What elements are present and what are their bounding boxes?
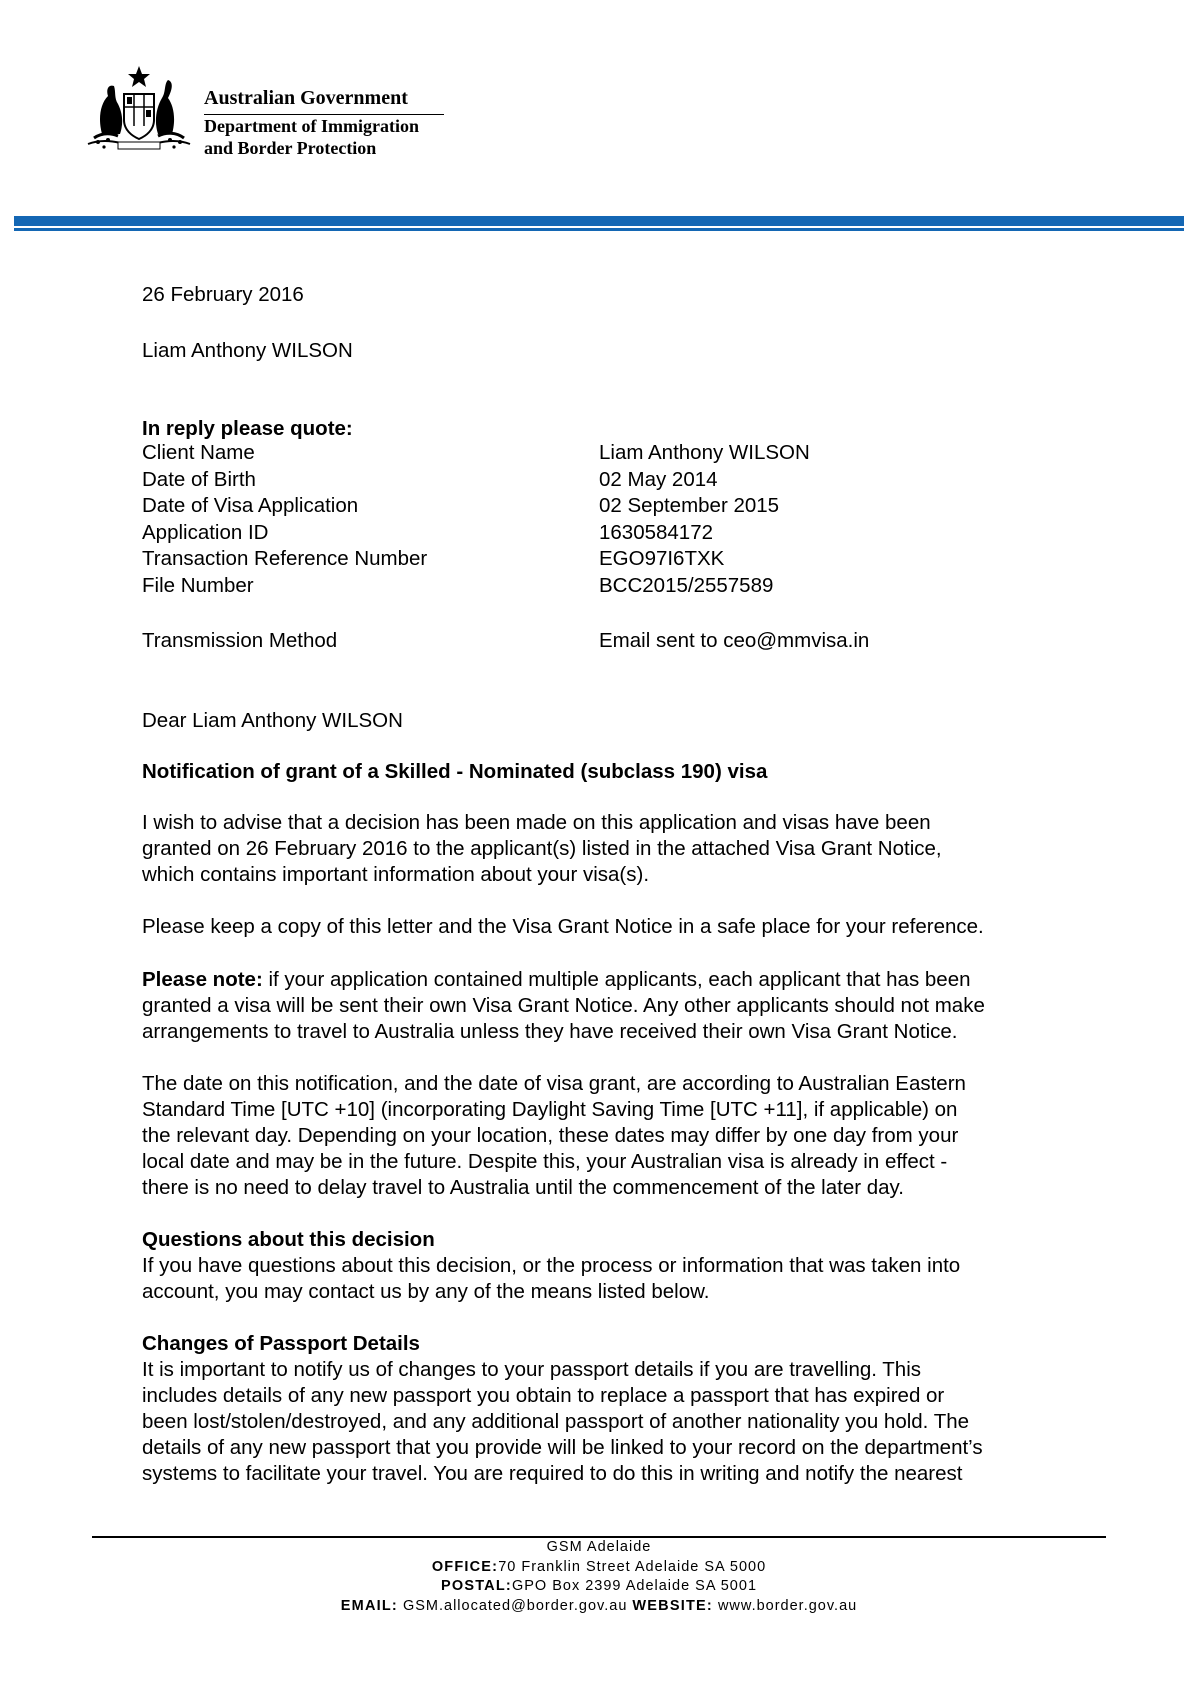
- transmission-label: Transmission Method: [142, 629, 338, 652]
- section-heading: Changes of Passport Details: [142, 1332, 420, 1355]
- header-rule-thin: [14, 228, 1184, 231]
- paragraph-decision: [142, 810, 1062, 888]
- paragraph-line: granted a visa will be sent their own Visa Grant Notice. Any other applicants should not make: [142, 994, 985, 1017]
- reference-label: Date of Birth: [142, 467, 256, 491]
- footer-postal-value: GPO Box 2399 Adelaide SA 5001: [511, 1578, 758, 1594]
- section-heading: Questions about this decision: [142, 1228, 435, 1251]
- letter-date: 26 February 2016: [142, 283, 304, 306]
- reference-row: [142, 573, 1002, 600]
- paragraph-line: the relevant day. Depending on your location, these dates may differ by one day from your: [142, 1124, 959, 1147]
- reference-details: [142, 440, 1002, 599]
- government-logo-text: [204, 86, 444, 159]
- paragraph-line: been lost/stolen/destroyed, and any additional passport of another nationality you hold. The: [142, 1410, 970, 1433]
- reference-label: File Number: [142, 573, 254, 597]
- quote-heading: In reply please quote:: [142, 417, 353, 440]
- reference-value: 02 May 2014: [599, 467, 718, 491]
- reference-row: [142, 546, 1002, 573]
- department-name-line-1: Department of Immigration: [204, 116, 419, 136]
- paragraph-line: includes details of any new passport you obtain to replace a passport that has expired or: [142, 1384, 945, 1407]
- footer-email-label: EMAIL:: [340, 1597, 398, 1614]
- reference-value: 02 September 2015: [599, 494, 780, 517]
- coat-of-arms-icon: [84, 64, 194, 154]
- reference-row: [142, 520, 1002, 547]
- paragraph-line: arrangements to travel to Australia unless they have received their own Visa Grant Notice.: [142, 1020, 958, 1043]
- footer-postal-label: POSTAL:: [440, 1578, 512, 1594]
- footer-website-label: WEBSITE:: [632, 1597, 713, 1614]
- section-passport: [142, 1331, 1062, 1487]
- paragraph-line: Standard Time [UTC +10] (incorporating Daylight Saving Time [UTC +11], if applicable) on: [142, 1098, 958, 1121]
- paragraph-line: local date and may be in the future. Despite this, your Australian visa is already in effect -: [142, 1150, 948, 1173]
- paragraph-line: I wish to advise that a decision has been made on this application and visas have been: [142, 811, 931, 834]
- reference-value: EGO97I6TXK: [599, 547, 725, 570]
- paragraph-please-note: [142, 967, 1062, 1045]
- footer-office-label: OFFICE:: [431, 1558, 499, 1575]
- footer-office-value: 70 Franklin Street Adelaide SA 5000: [498, 1558, 767, 1575]
- note-label: Please note:: [142, 968, 263, 991]
- footer-contact-line: [92, 1597, 1106, 1617]
- footer-email-value: GSM.allocated@border.gov.au: [397, 1597, 633, 1614]
- transmission-row: [142, 628, 1002, 655]
- paragraph-line: if your application contained multiple applicants, each applicant that has been: [262, 968, 971, 991]
- government-name: Australian Government: [204, 86, 444, 115]
- reference-value: Liam Anthony WILSON: [599, 441, 810, 464]
- reference-label: Transaction Reference Number: [142, 547, 428, 570]
- header-rule: [14, 216, 1184, 226]
- reference-value: 1630584172: [599, 520, 714, 544]
- paragraph-line: details of any new passport that you provide will be linked to your record on the department’s: [142, 1436, 983, 1459]
- section-questions: [142, 1227, 1062, 1305]
- reference-row: [142, 467, 1002, 494]
- paragraph-line: which contains important information about your visa(s).: [142, 863, 650, 886]
- paragraph-line: account, you may contact us by any of the means listed below.: [142, 1280, 710, 1303]
- reference-value: BCC2015/2557589: [599, 573, 774, 597]
- footer-office-line: [92, 1558, 1106, 1578]
- department-name-line-2: and Border Protection: [204, 138, 377, 158]
- reference-row: [142, 440, 1002, 467]
- letter-subject: Notification of grant of a Skilled - Nominated (subclass 190) visa: [142, 760, 768, 783]
- paragraph-line: systems to facilitate your travel. You are required to do this in writing and notify the nearest: [142, 1462, 963, 1485]
- reference-label: Application ID: [142, 520, 269, 544]
- paragraph-keep-copy: Please keep a copy of this letter and the Visa Grant Notice in a safe place for your reference.: [142, 915, 984, 938]
- footer-office-name: GSM Adelaide: [546, 1539, 652, 1555]
- footer: [92, 1538, 1106, 1616]
- reference-row: [142, 493, 1002, 520]
- addressee-name: Liam Anthony WILSON: [142, 339, 353, 362]
- paragraph-line: there is no need to delay travel to Australia until the commencement of the later day.: [142, 1176, 904, 1199]
- reference-label: Date of Visa Application: [142, 494, 359, 517]
- salutation: Dear Liam Anthony WILSON: [142, 709, 403, 732]
- reference-label: Client Name: [142, 441, 255, 464]
- paragraph-line: If you have questions about this decision, or the process or information that was taken into: [142, 1254, 961, 1277]
- paragraph-time-zone: [142, 1071, 1062, 1201]
- footer-postal-line: [92, 1577, 1106, 1597]
- paragraph-line: The date on this notification, and the date of visa grant, are according to Australian Eastern: [142, 1072, 966, 1095]
- paragraph-line: It is important to notify us of changes to your passport details if you are travelling. This: [142, 1358, 922, 1381]
- footer-website-value: www.border.gov.au: [712, 1597, 858, 1614]
- paragraph-line: granted on 26 February 2016 to the applicant(s) listed in the attached Visa Grant Notice,: [142, 837, 942, 860]
- transmission-value: Email sent to ceo@mmvisa.in: [599, 629, 870, 652]
